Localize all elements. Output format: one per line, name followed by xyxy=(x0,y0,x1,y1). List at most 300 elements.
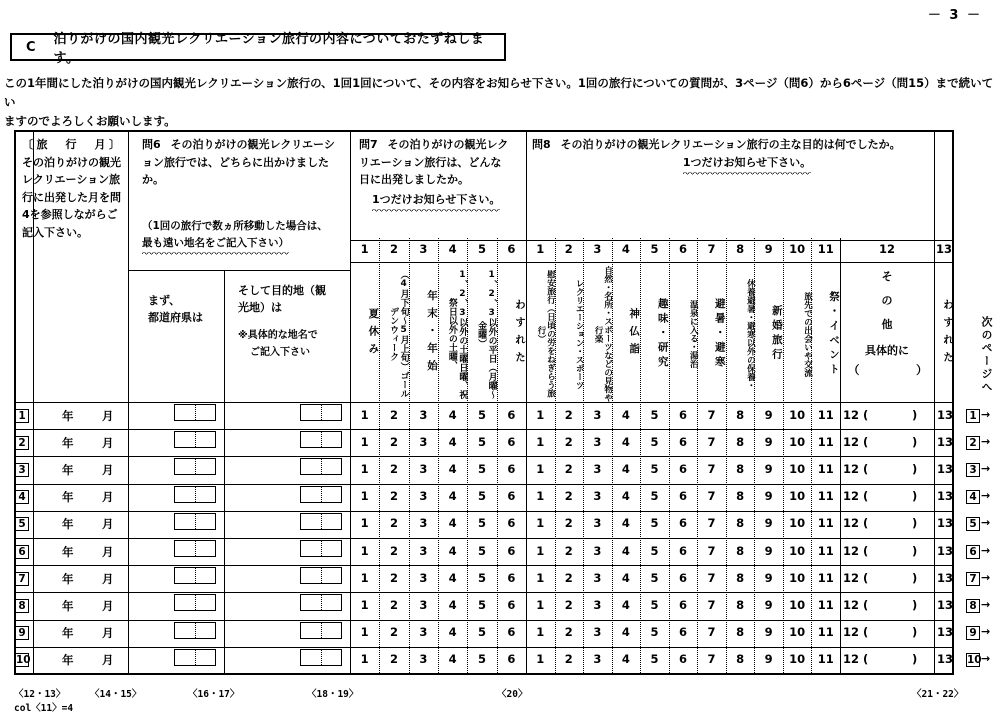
row-10-q8-option-12-close: ) xyxy=(912,652,918,667)
row-4-q7-option-5[interactable]: 5 xyxy=(477,489,486,504)
row-8-q8-option-11[interactable]: 11 xyxy=(817,598,834,612)
row-6-q8-option-11[interactable]: 11 xyxy=(817,543,834,558)
row-8-q8-option-10[interactable]: 10 xyxy=(789,598,806,612)
row-1-q8-option-5[interactable]: 5 xyxy=(650,407,659,422)
row-5-q8-option-13[interactable]: 13 xyxy=(936,516,953,531)
row-3-q8-option-11[interactable]: 11 xyxy=(817,462,834,476)
row-6-q7-option-6[interactable]: 6 xyxy=(507,543,516,558)
row-9-q8-option-2[interactable]: 2 xyxy=(564,625,573,640)
row-6-prefecture-input[interactable] xyxy=(174,540,216,557)
row-5-destination-input[interactable] xyxy=(300,513,342,530)
row-1-q8-option-11[interactable]: 11 xyxy=(817,407,834,422)
row-4-q8-option-11[interactable]: 11 xyxy=(817,489,834,504)
row-6-q8-option-6[interactable]: 6 xyxy=(678,543,687,558)
row-8-q8-option-7[interactable]: 7 xyxy=(707,598,716,612)
row-8-q8-option-13[interactable]: 13 xyxy=(936,598,953,612)
row-marker-right-5: 5 xyxy=(966,517,980,531)
row-7-q8-option-5[interactable]: 5 xyxy=(650,570,659,585)
row-1-q7-option-5[interactable]: 5 xyxy=(477,407,486,422)
q8-colnum-12: 12 xyxy=(878,242,895,256)
row-7-q8-option-8[interactable]: 8 xyxy=(736,570,745,585)
row-4-q8-option-12[interactable]: 12 ( xyxy=(843,489,869,504)
row-9-month-label: 月 xyxy=(102,626,114,641)
row-marker-right-2: 2 xyxy=(966,436,980,450)
row-9-destination-input[interactable] xyxy=(300,622,342,639)
row-2-q8-option-1[interactable]: 1 xyxy=(536,434,545,449)
q8-option-label-10: 旅先での出会いや交流 xyxy=(802,291,813,377)
row-4-q8-option-7[interactable]: 7 xyxy=(707,489,716,504)
row-marker-right-10: 10 xyxy=(967,654,982,667)
section-title-box xyxy=(10,32,506,66)
row-1-q8-option-12-close: ) xyxy=(912,407,918,422)
row-1-prefecture-input[interactable] xyxy=(174,404,216,421)
row-2-q8-option-10[interactable]: 10 xyxy=(789,434,806,449)
row-9-q7-option-2[interactable]: 2 xyxy=(389,625,398,640)
input-divider xyxy=(321,623,322,638)
row-10-q8-option-10[interactable]: 10 xyxy=(789,652,806,667)
grid-hline-row-4 xyxy=(14,484,954,485)
row-2-q8-option-2[interactable]: 2 xyxy=(564,434,573,449)
row-9-q8-option-9[interactable]: 9 xyxy=(764,625,773,640)
row-arrow-6: → xyxy=(981,543,991,557)
input-divider xyxy=(321,541,322,556)
row-5-q8-option-12[interactable]: 12 ( xyxy=(843,516,869,531)
row-3-prefecture-input[interactable] xyxy=(174,458,216,475)
row-6-q8-option-2[interactable]: 2 xyxy=(564,543,573,558)
input-divider xyxy=(195,595,196,610)
row-9-q7-option-6[interactable]: 6 xyxy=(507,625,516,640)
row-8-prefecture-input[interactable] xyxy=(174,594,216,611)
input-divider xyxy=(195,623,196,638)
row-marker-left-6: 6 xyxy=(15,545,29,559)
row-5-q8-option-11[interactable]: 11 xyxy=(817,516,834,531)
row-1-q8-option-13[interactable]: 13 xyxy=(936,407,953,422)
row-3-q7-option-1[interactable]: 1 xyxy=(360,462,369,476)
footnote-4 xyxy=(307,686,358,700)
row-arrow-2: → xyxy=(981,434,991,448)
q8-note: 1つだけお知らせ下さい。 xyxy=(683,154,811,172)
row-2-q8-option-8[interactable]: 8 xyxy=(736,434,745,449)
row-10-q8-option-8[interactable]: 8 xyxy=(736,652,745,667)
row-8-q8-option-3[interactable]: 3 xyxy=(593,598,602,612)
row-7-q8-option-6[interactable]: 6 xyxy=(678,570,687,585)
row-10-q8-option-4[interactable]: 4 xyxy=(621,652,630,667)
row-marker-left-2: 2 xyxy=(15,436,29,450)
row-2-q7-option-1[interactable]: 1 xyxy=(360,434,369,449)
row-2-q8-option-9[interactable]: 9 xyxy=(764,434,773,449)
q6-note-line-1: （1回の旅行で数ヵ所移動した場合は、 xyxy=(142,220,328,232)
row-4-q8-option-4[interactable]: 4 xyxy=(621,489,630,504)
q8-other-paren-close: ） xyxy=(916,363,928,377)
grid-hline-row-9 xyxy=(14,620,954,621)
section-title: 泊りがけの国内観光レクリエーション旅行の内容についておたずねします。 xyxy=(53,32,485,66)
row-10-q7-option-3[interactable]: 3 xyxy=(419,652,428,667)
row-3-q8-option-1[interactable]: 1 xyxy=(536,462,545,476)
row-4-q7-option-2[interactable]: 2 xyxy=(389,489,398,504)
q8-option-label-9: 新婚旅行 xyxy=(770,305,783,363)
grid-hline-row-10 xyxy=(14,647,954,648)
row-1-q7-option-6[interactable]: 6 xyxy=(507,407,516,422)
row-7-month-label: 月 xyxy=(102,571,114,586)
row-3-q8-option-5[interactable]: 5 xyxy=(650,462,659,476)
row-7-q7-option-6[interactable]: 6 xyxy=(507,570,516,585)
row-10-q7-option-1[interactable]: 1 xyxy=(360,652,369,667)
row-7-q8-option-11[interactable]: 11 xyxy=(817,570,834,585)
q7-text: その泊りがけの観光レクリエーション旅行は、どんな日に出発しましたか。 xyxy=(359,138,509,186)
row-6-q8-option-3[interactable]: 3 xyxy=(593,543,602,558)
footnote-3-text: 〈16・17〉 xyxy=(188,689,240,700)
footnote-1 xyxy=(14,686,73,714)
row-marker-left-9: 9 xyxy=(15,626,29,640)
q8-colnum-7: 7 xyxy=(707,242,716,256)
row-4-q8-option-13[interactable]: 13 xyxy=(936,489,953,504)
row-7-q8-option-3[interactable]: 3 xyxy=(593,570,602,585)
row-8-q7-option-4[interactable]: 4 xyxy=(448,598,457,612)
row-7-q8-option-1[interactable]: 1 xyxy=(536,570,545,585)
row-3-q8-option-7[interactable]: 7 xyxy=(707,462,716,476)
row-2-q7-option-2[interactable]: 2 xyxy=(389,434,398,449)
q8-option-label-8: 休養避暑・避寒以外の保養・ xyxy=(745,278,756,390)
q7-option-label-4: 1、2、3以外の土曜日曜、祝祭日以外の土曜、 xyxy=(446,269,468,399)
row-5-q8-option-5[interactable]: 5 xyxy=(650,516,659,531)
row-10-q8-option-5[interactable]: 5 xyxy=(650,652,659,667)
row-5-q8-option-3[interactable]: 3 xyxy=(593,516,602,531)
row-1-q7-option-1[interactable]: 1 xyxy=(360,407,369,422)
row-3-q8-option-9[interactable]: 9 xyxy=(764,462,773,476)
row-2-q8-option-11[interactable]: 11 xyxy=(817,434,834,449)
row-8-q8-option-2[interactable]: 2 xyxy=(564,598,573,612)
row-10-q8-option-7[interactable]: 7 xyxy=(707,652,716,667)
row-1-q8-option-7[interactable]: 7 xyxy=(707,407,716,422)
q6-header xyxy=(142,136,342,189)
row-2-q8-option-4[interactable]: 4 xyxy=(621,434,630,449)
q7-note: 1つだけお知らせ下さい。 xyxy=(372,191,500,209)
row-2-q7-option-6[interactable]: 6 xyxy=(507,434,516,449)
row-9-q7-option-3[interactable]: 3 xyxy=(419,625,428,640)
row-8-q7-option-5[interactable]: 5 xyxy=(477,598,486,612)
intro-line-2: ますのでよろしくお願いします。 xyxy=(4,114,176,128)
row-marker-right-3: 3 xyxy=(966,463,980,477)
q8-option-label-7: 避暑・避寒 xyxy=(713,297,726,371)
row-6-q8-option-4[interactable]: 4 xyxy=(621,543,630,558)
row-4-q8-option-6[interactable]: 6 xyxy=(678,489,687,504)
q7-option-label-2: （4月下旬～5月上旬）ゴールデンウィーク xyxy=(388,270,409,398)
row-9-q8-option-7[interactable]: 7 xyxy=(707,625,716,640)
row-1-q8-option-6[interactable]: 6 xyxy=(678,407,687,422)
row-9-q8-option-4[interactable]: 4 xyxy=(621,625,630,640)
input-divider xyxy=(195,432,196,447)
row-4-q8-option-9[interactable]: 9 xyxy=(764,489,773,504)
row-9-q8-option-1[interactable]: 1 xyxy=(536,625,545,640)
row-6-q8-option-12[interactable]: 12 ( xyxy=(843,543,869,558)
row-5-q8-option-6[interactable]: 6 xyxy=(678,516,687,531)
row-4-q7-option-1[interactable]: 1 xyxy=(360,489,369,504)
grid-hline-q7-numrow-top xyxy=(350,240,954,241)
q7-number: 問7 xyxy=(359,138,378,151)
row-2-q8-option-12-close: ) xyxy=(912,434,918,449)
row-2-q7-option-4[interactable]: 4 xyxy=(448,434,457,449)
row-10-q8-option-12[interactable]: 12 ( xyxy=(843,652,869,667)
input-divider xyxy=(321,568,322,583)
row-5-q7-option-6[interactable]: 6 xyxy=(507,516,516,531)
row-8-q8-option-8[interactable]: 8 xyxy=(736,598,745,612)
row-2-q8-option-5[interactable]: 5 xyxy=(650,434,659,449)
row-8-year-label: 年 xyxy=(62,599,74,613)
row-4-q8-option-1[interactable]: 1 xyxy=(536,489,545,504)
row-2-q8-option-3[interactable]: 3 xyxy=(593,434,602,449)
footnote-5 xyxy=(497,686,527,700)
row-9-q8-option-8[interactable]: 8 xyxy=(736,625,745,640)
row-7-q8-option-7[interactable]: 7 xyxy=(707,570,716,585)
q8-colnum-3: 3 xyxy=(593,242,602,256)
row-4-q8-option-10[interactable]: 10 xyxy=(789,489,806,504)
row-6-q7-option-1[interactable]: 1 xyxy=(360,543,369,558)
row-2-destination-input[interactable] xyxy=(300,431,342,448)
row-10-q8-option-11[interactable]: 11 xyxy=(817,652,834,667)
input-divider xyxy=(195,459,196,474)
row-6-destination-input[interactable] xyxy=(300,540,342,557)
row-8-q7-option-2[interactable]: 2 xyxy=(389,598,398,612)
row-10-q7-option-2[interactable]: 2 xyxy=(389,652,398,667)
row-5-q7-option-5[interactable]: 5 xyxy=(477,516,486,531)
row-7-q8-option-2[interactable]: 2 xyxy=(564,570,573,585)
row-7-q8-option-13[interactable]: 13 xyxy=(936,570,953,585)
row-4-q8-option-12-close: ) xyxy=(912,489,918,504)
row-1-q8-option-9[interactable]: 9 xyxy=(764,407,773,422)
row-9-q8-option-12[interactable]: 12 ( xyxy=(843,625,869,640)
row-5-q7-option-2[interactable]: 2 xyxy=(389,516,398,531)
grid-hline-row-6 xyxy=(14,538,954,539)
row-marker-left-5: 5 xyxy=(15,517,29,531)
row-10-q7-option-4[interactable]: 4 xyxy=(448,652,457,667)
row-1-q8-option-4[interactable]: 4 xyxy=(621,407,630,422)
row-6-q7-option-2[interactable]: 2 xyxy=(389,543,398,558)
row-arrow-8: → xyxy=(981,598,991,611)
row-9-q8-option-5[interactable]: 5 xyxy=(650,625,659,640)
row-9-q7-option-4[interactable]: 4 xyxy=(448,625,457,640)
q7-option-label-5: 1、2、3以外の平日（月曜～金曜） xyxy=(476,269,497,399)
row-5-q8-option-9[interactable]: 9 xyxy=(764,516,773,531)
row-8-q8-option-9[interactable]: 9 xyxy=(764,598,773,612)
row-10-q8-option-9[interactable]: 9 xyxy=(764,652,773,667)
row-2-q8-option-12[interactable]: 12 ( xyxy=(843,434,869,449)
row-10-q7-option-5[interactable]: 5 xyxy=(477,652,486,667)
row-8-destination-input[interactable] xyxy=(300,594,342,611)
row-1-q8-option-12[interactable]: 12 ( xyxy=(843,407,869,422)
grid-hline-row-8 xyxy=(14,592,954,593)
row-10-q8-option-13[interactable]: 13 xyxy=(936,652,953,667)
row-7-q7-option-1[interactable]: 1 xyxy=(360,570,369,585)
input-divider xyxy=(321,405,322,420)
row-7-q7-option-5[interactable]: 5 xyxy=(477,570,486,585)
q8-colnum-6: 6 xyxy=(678,242,687,256)
row-8-month-label: 月 xyxy=(102,599,114,613)
row-4-destination-input[interactable] xyxy=(300,486,342,503)
row-7-q8-option-10[interactable]: 10 xyxy=(789,570,806,585)
row-8-q7-option-3[interactable]: 3 xyxy=(419,598,428,612)
row-3-q7-option-4[interactable]: 4 xyxy=(448,462,457,476)
row-5-q8-option-10[interactable]: 10 xyxy=(789,516,806,531)
row-7-prefecture-input[interactable] xyxy=(174,567,216,584)
row-marker-right-1: 1 xyxy=(966,409,980,423)
row-1-q7-option-2[interactable]: 2 xyxy=(389,407,398,422)
row-7-q7-option-3[interactable]: 3 xyxy=(419,570,428,585)
row-5-q7-option-1[interactable]: 1 xyxy=(360,516,369,531)
input-divider xyxy=(321,432,322,447)
q8-number: 問8 xyxy=(532,138,551,151)
row-9-q8-option-6[interactable]: 6 xyxy=(678,625,687,640)
footnote-1-sub: col〈11〉=4 xyxy=(14,703,74,714)
input-divider xyxy=(195,568,196,583)
row-1-q8-option-8[interactable]: 8 xyxy=(736,407,745,422)
row-3-q7-option-6[interactable]: 6 xyxy=(507,462,516,476)
row-2-prefecture-input[interactable] xyxy=(174,431,216,448)
row-3-q8-option-4[interactable]: 4 xyxy=(621,462,630,476)
row-6-q8-option-13[interactable]: 13 xyxy=(936,543,953,558)
row-8-q8-option-6[interactable]: 6 xyxy=(678,598,687,612)
row-3-q8-option-3[interactable]: 3 xyxy=(593,462,602,476)
row-5-q7-option-3[interactable]: 3 xyxy=(419,516,428,531)
row-2-q7-option-3[interactable]: 3 xyxy=(419,434,428,449)
q8-colnum-8: 8 xyxy=(736,242,745,256)
grid-hline-q7-numrow-bot xyxy=(350,262,954,263)
row-5-q8-option-2[interactable]: 2 xyxy=(564,516,573,531)
row-9-prefecture-input[interactable] xyxy=(174,622,216,639)
row-9-q8-option-11[interactable]: 11 xyxy=(817,625,834,640)
row-1-q8-option-1[interactable]: 1 xyxy=(536,407,545,422)
row-4-q7-option-6[interactable]: 6 xyxy=(507,489,516,504)
footnote-4-text: 〈18・19〉 xyxy=(307,689,359,700)
row-2-q7-option-5[interactable]: 5 xyxy=(477,434,486,449)
row-7-q8-option-4[interactable]: 4 xyxy=(621,570,630,585)
row-arrow-1: → xyxy=(981,407,991,421)
row-9-q8-option-3[interactable]: 3 xyxy=(593,625,602,640)
row-3-q8-option-12[interactable]: 12 ( xyxy=(843,462,869,476)
row-10-q8-option-3[interactable]: 3 xyxy=(593,652,602,667)
page-number: － 3 － xyxy=(927,8,982,23)
row-9-q8-option-10[interactable]: 10 xyxy=(789,625,806,640)
row-5-year-label: 年 xyxy=(62,517,74,532)
row-1-q8-option-10[interactable]: 10 xyxy=(789,407,806,422)
row-3-q8-option-2[interactable]: 2 xyxy=(564,462,573,476)
row-2-q8-option-7[interactable]: 7 xyxy=(707,434,716,449)
grid-vline-q6a xyxy=(224,270,225,675)
row-2-q8-option-13[interactable]: 13 xyxy=(936,434,953,449)
row-arrow-5: → xyxy=(981,516,991,530)
row-4-q7-option-3[interactable]: 3 xyxy=(419,489,428,504)
row-4-q8-option-5[interactable]: 5 xyxy=(650,489,659,504)
row-marker-right-9: 9 xyxy=(966,626,980,640)
q8-colnum-13: 13 xyxy=(935,242,952,256)
row-8-q7-option-1[interactable]: 1 xyxy=(360,598,369,612)
row-3-destination-input[interactable] xyxy=(300,458,342,475)
row-8-q8-option-5[interactable]: 5 xyxy=(650,598,659,612)
row-2-q8-option-6[interactable]: 6 xyxy=(678,434,687,449)
row-7-q7-option-2[interactable]: 2 xyxy=(389,570,398,585)
row-4-q8-option-8[interactable]: 8 xyxy=(736,489,745,504)
row-10-q8-option-2[interactable]: 2 xyxy=(564,652,573,667)
row-5-q8-option-8[interactable]: 8 xyxy=(736,516,745,531)
row-10-q8-option-1[interactable]: 1 xyxy=(536,652,545,667)
row-6-q8-option-8[interactable]: 8 xyxy=(736,543,745,558)
q7-colnum-2: 2 xyxy=(389,242,398,256)
intro-line-1: この1年間にした泊りがけの国内観光レクリエーション旅行の、1回1回について、その内容をお知らせ下さい。1回の旅行についての質問が、3ページ（問6）から6ページ（問15）まで続いてい xyxy=(4,76,994,109)
q7-colnum-4: 4 xyxy=(448,242,457,256)
q8-text: その泊りがけの観光レクリエーション旅行の主な目的は何でしたか。 xyxy=(560,138,901,151)
row-marker-right-7: 7 xyxy=(966,572,980,586)
row-3-q7-option-2[interactable]: 2 xyxy=(389,462,398,476)
row-1-q8-option-2[interactable]: 2 xyxy=(564,407,573,422)
row-10-destination-input[interactable] xyxy=(300,649,342,666)
row-6-q8-option-7[interactable]: 7 xyxy=(707,543,716,558)
row-3-q8-option-8[interactable]: 8 xyxy=(736,462,745,476)
row-9-q7-option-1[interactable]: 1 xyxy=(360,625,369,640)
row-6-q8-option-5[interactable]: 5 xyxy=(650,543,659,558)
row-5-prefecture-input[interactable] xyxy=(174,513,216,530)
row-7-q7-option-4[interactable]: 4 xyxy=(448,570,457,585)
row-3-q7-option-3[interactable]: 3 xyxy=(419,462,428,476)
row-8-q8-option-12[interactable]: 12 ( xyxy=(843,598,869,612)
row-arrow-10: → xyxy=(981,652,991,666)
q8-colnum-10: 10 xyxy=(789,242,806,256)
row-3-q8-option-6[interactable]: 6 xyxy=(678,462,687,476)
travel-month-header xyxy=(22,136,126,241)
row-3-q8-option-10[interactable]: 10 xyxy=(789,462,806,476)
row-6-q8-option-10[interactable]: 10 xyxy=(789,543,806,558)
survey-table xyxy=(14,130,993,675)
row-4-prefecture-input[interactable] xyxy=(174,486,216,503)
row-7-destination-input[interactable] xyxy=(300,567,342,584)
row-7-q8-option-9[interactable]: 9 xyxy=(764,570,773,585)
q8-colnum-4: 4 xyxy=(621,242,630,256)
row-4-q7-option-4[interactable]: 4 xyxy=(448,489,457,504)
row-6-q8-option-9[interactable]: 9 xyxy=(764,543,773,558)
row-5-q8-option-1[interactable]: 1 xyxy=(536,516,545,531)
grid-hline-row-5 xyxy=(14,511,954,512)
row-1-q7-option-4[interactable]: 4 xyxy=(448,407,457,422)
q8-colnum-5: 5 xyxy=(650,242,659,256)
row-1-q7-option-3[interactable]: 3 xyxy=(419,407,428,422)
travel-month-body: その泊りがけの観光レクリエーション旅行に出発した月を問4を参照しながらご記入下さい。 xyxy=(22,155,121,239)
row-6-q8-option-1[interactable]: 1 xyxy=(536,543,545,558)
q7-colnum-5: 5 xyxy=(477,242,486,256)
row-10-q8-option-6[interactable]: 6 xyxy=(678,652,687,667)
row-10-prefecture-input[interactable] xyxy=(174,649,216,666)
row-3-q8-option-13[interactable]: 13 xyxy=(936,462,953,476)
row-10-q7-option-6[interactable]: 6 xyxy=(507,652,516,667)
row-6-q7-option-3[interactable]: 3 xyxy=(419,543,428,558)
row-3-q7-option-5[interactable]: 5 xyxy=(477,462,486,476)
row-6-q7-option-5[interactable]: 5 xyxy=(477,543,486,558)
row-1-destination-input[interactable] xyxy=(300,404,342,421)
q6-sub2-note-1: ※具体的な地名で xyxy=(238,330,318,341)
row-7-q8-option-12[interactable]: 12 ( xyxy=(843,570,869,585)
input-divider xyxy=(321,595,322,610)
row-1-year-label: 年 xyxy=(62,408,74,423)
row-9-q7-option-5[interactable]: 5 xyxy=(477,625,486,640)
row-8-q8-option-4[interactable]: 4 xyxy=(621,598,630,612)
row-8-q7-option-6[interactable]: 6 xyxy=(507,598,516,612)
row-4-q8-option-2[interactable]: 2 xyxy=(564,489,573,504)
row-5-q8-option-4[interactable]: 4 xyxy=(621,516,630,531)
row-6-q7-option-4[interactable]: 4 xyxy=(448,543,457,558)
row-9-q8-option-13[interactable]: 13 xyxy=(936,625,953,640)
row-4-q8-option-3[interactable]: 3 xyxy=(593,489,602,504)
row-5-q8-option-7[interactable]: 7 xyxy=(707,516,716,531)
row-8-q8-option-1[interactable]: 1 xyxy=(536,598,545,612)
row-1-q8-option-3[interactable]: 3 xyxy=(593,407,602,422)
row-5-q7-option-4[interactable]: 4 xyxy=(448,516,457,531)
